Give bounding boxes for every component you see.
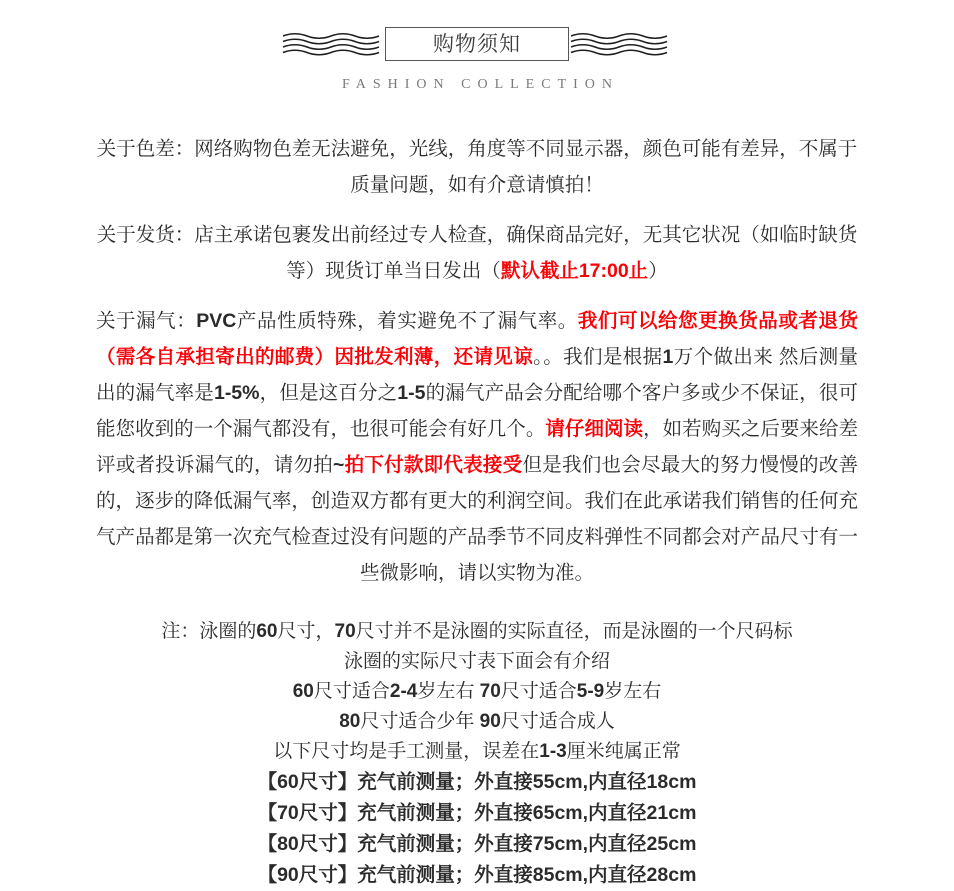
- shipping-paragraph: [96, 217, 858, 289]
- size-text: 尺寸适合少年: [360, 711, 475, 732]
- size-spec-line: 【60尺寸】充气前测量；外直接55cm,内直径18cm: [257, 771, 697, 793]
- leak-material: PVC: [196, 310, 237, 332]
- size-text: 岁左右: [604, 681, 662, 702]
- color-difference-text: 网络购物色差无法避免，光线，角度等不同显示器，颜色可能有差异，不属于质量问题，如有介意请慎拍！: [194, 138, 858, 196]
- wave-lines-icon: [281, 31, 385, 57]
- shipping-text: 店主承诺包裹发出前经过专人检查，确保商品完好，无其它状况（如临时缺货等）现货订单当日发出（: [194, 224, 858, 282]
- shipping-label: 关于发货：: [96, 224, 195, 246]
- size-value: 80: [339, 711, 361, 732]
- size-spec-line: 【80尺寸】充气前测量；外直接75cm,内直径25cm: [257, 833, 697, 855]
- tolerance-line: [96, 737, 858, 767]
- read-carefully-highlight: 请仔细阅读: [545, 418, 644, 440]
- size-value: 2-4: [389, 681, 418, 702]
- tilde-separator: ~: [333, 454, 345, 476]
- page-subtitle: FASHION COLLECTION: [341, 77, 619, 92]
- leak-rate-range: 1-5: [397, 382, 426, 404]
- header-title-row: [281, 22, 673, 66]
- size-value: 70: [334, 621, 356, 642]
- wave-lines-icon: [569, 31, 673, 57]
- page-title: 购物须知: [433, 32, 521, 56]
- payment-acceptance-highlight: 拍下付款即代表接受: [344, 454, 523, 476]
- size-note-lines: [96, 617, 858, 767]
- color-difference-label: 关于色差：: [96, 138, 195, 160]
- leak-text-6: ，如若购买之后要来给差评或者投诉漏气的，请勿拍: [96, 418, 858, 476]
- size-value: 5-9: [576, 681, 605, 702]
- size-text: 尺寸适合: [500, 681, 577, 702]
- size-spec-lines: [96, 767, 858, 891]
- leak-return-policy-highlight: 我们可以给您更换货品或者退货（需各自承担寄出的邮费）因批发利薄，还请见谅: [96, 310, 858, 368]
- leak-text-5: 的漏气产品会分配给哪个客户多或少不保证，很可能您收到的一个漏气都没有，也很可能会有好几个。: [96, 382, 858, 440]
- leak-text-7: 但是我们也会尽最大的努力慢慢的改善的，逐步的降低漏气率，创造双方都有更大的利润空间。我们在此承诺我们销售的任何充气产品都是第一次充气检查过没有问题的产品季节不同皮料弹性不同都会对产品尺寸有一些微影响，请以实物为准。: [96, 454, 858, 584]
- page-title-box: [385, 27, 569, 61]
- size-value: 1-3: [539, 741, 567, 762]
- size-text: 尺寸适合成人: [500, 711, 615, 732]
- size-text: 尺寸适合: [313, 681, 390, 702]
- leak-quantity-value: 1: [662, 346, 674, 368]
- size-text: 尺寸并不是泳圈的实际直径，而是泳圈的一个尺码标: [355, 621, 793, 642]
- shipping-cutoff-highlight: 默认截止17:00止: [500, 260, 649, 282]
- note-line: [96, 617, 858, 647]
- size-text: 尺寸，: [277, 621, 335, 642]
- size-text: 以下尺寸均是手工测量，误差在: [273, 741, 540, 762]
- size-text: 注：泳圈的: [161, 621, 257, 642]
- leak-label: 关于漏气：: [96, 310, 197, 332]
- age-line-1: [96, 677, 858, 707]
- size-value: 70: [479, 681, 501, 702]
- color-difference-paragraph: [96, 131, 858, 203]
- leak-paragraph: [96, 303, 858, 591]
- size-text: 泳圈的实际尺寸表下面会有介绍: [343, 651, 610, 672]
- size-text: 岁左右: [417, 681, 480, 702]
- leak-rate-value: 1-5%: [213, 382, 260, 404]
- page-header: [0, 0, 954, 93]
- size-info-block: [96, 617, 858, 891]
- size-spec-line: 【70尺寸】充气前测量；外直接65cm,内直径21cm: [257, 802, 697, 824]
- size-value: 60: [292, 681, 314, 702]
- age-line-2: [96, 707, 858, 737]
- size-spec-line: 【90尺寸】充气前测量；外直接85cm,内直径28cm: [257, 864, 697, 886]
- shipping-text-after: ）: [648, 260, 668, 282]
- leak-text-1: 产品性质特殊，着实避免不了漏气率。: [236, 310, 578, 332]
- leak-text-3: 万个做出来 然后测量出的漏气率是: [96, 346, 858, 404]
- size-value: 60: [256, 621, 278, 642]
- size-text: 厘米纯属正常: [566, 741, 681, 762]
- leak-text-2: 。。我们是根据: [533, 346, 663, 368]
- table-intro-line: [96, 647, 858, 677]
- notice-content: [0, 131, 954, 891]
- leak-text-4: ，但是这百分之: [259, 382, 398, 404]
- size-value: 90: [479, 711, 501, 732]
